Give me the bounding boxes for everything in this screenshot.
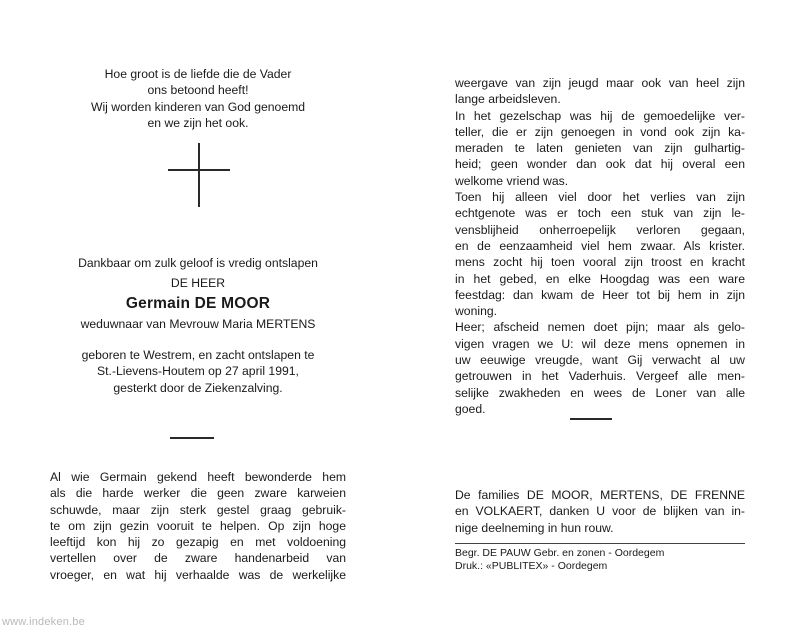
text-line: vigen vragen we U: wil deze mens opnemen in <box>455 336 745 351</box>
tribute-line: leeftijd kon hij zo gezapig en met voldoening <box>50 535 346 550</box>
deceased-name: Germain DE MOOR <box>125 294 271 312</box>
text-line: en de eenzaamheid viel hem zwaar. Als krister. <box>455 238 745 253</box>
text-line: woning. <box>455 304 498 319</box>
text-line: selijke zwakheden en wees de Loner van alle <box>455 385 745 400</box>
text-line: vensblijheid onherroepelijk verloren gegaan, <box>455 222 745 237</box>
thanks-line: en VOLKAERT, danken U voor de blijken van in- <box>455 504 745 519</box>
thanks-line: De families DE MOOR, MERTENS, DE FRENNE <box>455 488 745 502</box>
text-line: goed. <box>455 401 486 416</box>
text-line: heid; geen wonder dan ook dat hij overal een <box>455 157 745 172</box>
text-line: Heer; afscheid nemen doet pijn; maar als gelo- <box>455 320 745 335</box>
verse <box>50 66 346 131</box>
text-line: weergave van zijn jeugd maar ook van heel zijn <box>455 76 745 90</box>
text-line: teller, die er zijn genoegen in vond ook zijn ka- <box>455 124 745 139</box>
verse-line: Wij worden kinderen van God genoemd <box>90 99 306 114</box>
thanks-paragraph <box>455 487 745 536</box>
verse-line: en we zijn het ook. <box>147 115 249 130</box>
spouse-text: weduwnaar van Mevrouw Maria MERTENS <box>80 316 316 331</box>
tribute-line: schuwde, maar zijn sterk gestel graag gebruik- <box>50 502 346 517</box>
tribute-line: te om zijn gezin vooruit te helpen. Op zijn hoge <box>50 518 346 533</box>
announcement <box>50 255 346 396</box>
verse-line: Hoe groot is de liefde die de Vader <box>104 67 292 81</box>
printer-credits <box>455 547 745 573</box>
text-line: echtgenote was er toch een stuk van zijn le- <box>455 206 745 221</box>
text-line: In het gezelschap was hij de gemoedelijke ver- <box>455 108 745 123</box>
cross-vertical-bar <box>198 143 200 207</box>
tribute-line: als die harde werker die geen zware karweien <box>50 486 346 501</box>
continuation-paragraph <box>455 75 745 417</box>
text-line: feestdag: dan kwam de Heer tot bij hem in zijn <box>455 287 745 302</box>
text-line: mens zocht hij toen vooral zijn troost en kracht <box>455 255 745 270</box>
tribute-line: Al wie Germain gekend heeft bewonderde hem <box>50 470 346 484</box>
cross-icon <box>168 143 230 207</box>
verse-line: ons betoond heeft! <box>147 83 249 98</box>
cross-horizontal-bar <box>168 169 230 171</box>
credits-rule <box>455 543 745 544</box>
birth-death-line: gesterkt door de Ziekenzalving. <box>113 380 283 395</box>
text-line: getrouwen in het Vaderhuis. Vergeef alle men- <box>455 369 745 384</box>
section-divider <box>170 437 214 439</box>
text-line: welkome vriend was. <box>455 173 569 188</box>
text-line: uw eeuwige vreugde, want Gij verwacht al uw <box>455 353 745 368</box>
credit-line: Druk.: «PUBLITEX» - Oordegem <box>455 560 608 572</box>
tribute-line: vertellen over de zware handenarbeid van <box>50 551 346 566</box>
thanks-line: nige deelneming in hun rouw. <box>455 520 614 535</box>
title-text: DE HEER <box>170 276 226 291</box>
watermark: www.indeken.be <box>2 616 85 628</box>
birth-death-line: geboren te Westrem, en zacht ontslapen te <box>81 348 315 363</box>
intro-text: Dankbaar om zulk geloof is vredig ontslapen <box>78 256 318 270</box>
birth-death-line: St.-Lievens-Houtem op 27 april 1991, <box>97 364 299 379</box>
text-line: lange arbeidsleven. <box>455 92 561 107</box>
section-divider <box>570 418 612 420</box>
tribute-line: vroeger, en wat hij verhaalde was de werkelijke <box>50 567 346 582</box>
credit-line: Begr. DE PAUW Gebr. en zonen - Oordegem <box>455 547 665 559</box>
text-line: Toen hij alleen viel door het verlies van zijn <box>455 190 745 205</box>
tribute-paragraph <box>50 469 346 583</box>
text-line: meraden te laten genieten van zijn gulhartig- <box>455 141 745 156</box>
text-line: in het gebed, en elke Hoogdag was een ware <box>455 271 745 286</box>
